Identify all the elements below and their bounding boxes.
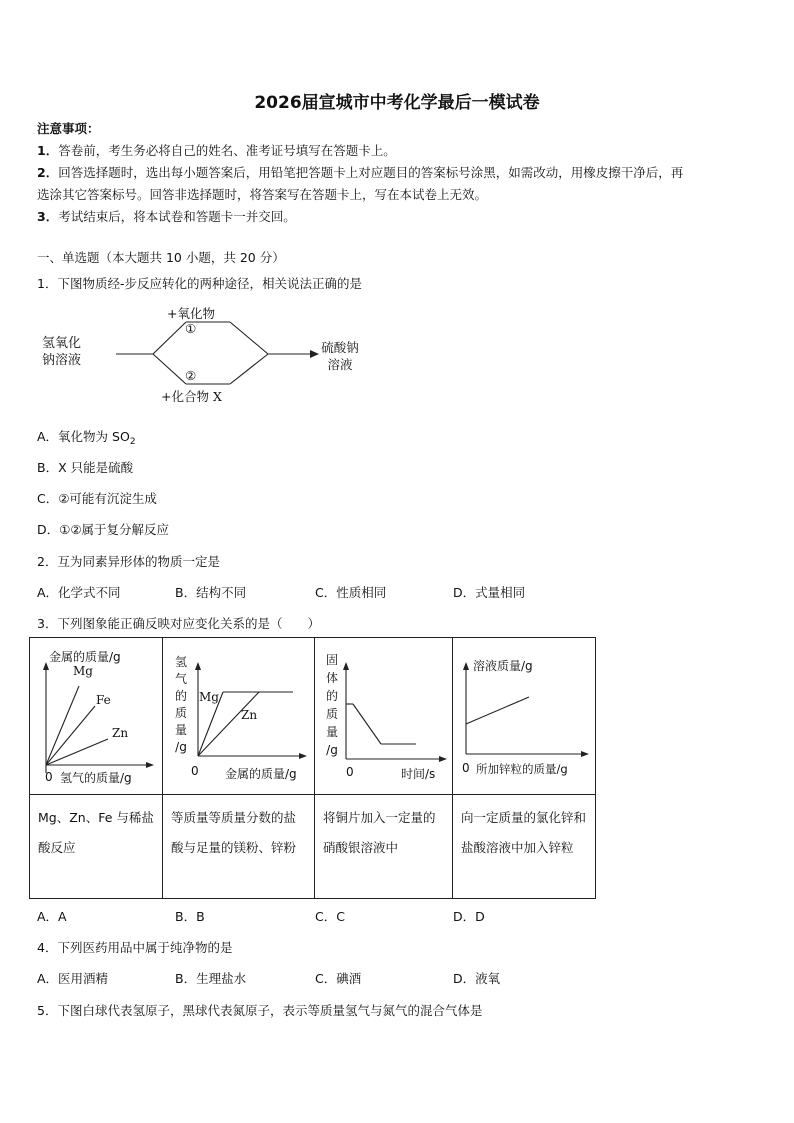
- q4-option-a[interactable]: A．医用酒精: [37, 971, 109, 986]
- notice-text: 选涂其它答案标号。回答非选择题时，将答案写在答题卡上，写在本试卷上无效。: [37, 187, 488, 202]
- page-title: 2026届宣城市中考化学最后一模试卷: [254, 93, 540, 113]
- notice-text: 答卷前，考生务必将自己的姓名、准考证号填写在答题卡上。: [58, 143, 396, 158]
- q2-option-d[interactable]: D．式量相同: [453, 585, 526, 600]
- ylabel-char: 氢: [174, 655, 187, 669]
- graph-a-ylabel: 金属的质量/g: [49, 650, 121, 664]
- option-text: A．氧化物为 SO: [37, 429, 130, 444]
- section-heading: 一、单选题（本大题共 10 小题，共 20 分）: [37, 250, 285, 265]
- end-line: 硫酸钠: [321, 340, 359, 355]
- q1-option-d[interactable]: D．①②属于复分解反应: [37, 522, 170, 537]
- graph-b-cell: [163, 638, 315, 795]
- graph-a-series-fe: Fe: [96, 693, 111, 707]
- q1-option-a[interactable]: [37, 427, 136, 445]
- path-1-number: ①: [185, 321, 197, 336]
- end-substance: [320, 339, 360, 373]
- graph-a-series-mg: Mg: [73, 664, 93, 678]
- end-line: 溶液: [327, 357, 353, 372]
- notice-num: 2．: [37, 165, 59, 180]
- graph-c-description: 将铜片加入一定量的硝酸银溶液中: [315, 795, 453, 899]
- q1-option-c[interactable]: C．②可能有沉淀生成: [37, 491, 157, 506]
- question-3-stem: 3．下列图象能正确反映对应变化关系的是（ ）: [37, 616, 320, 631]
- graph-a-xlabel: 氢气的质量/g: [60, 771, 132, 785]
- ylabel-char: 的: [174, 689, 187, 703]
- ylabel-char: 的: [325, 689, 338, 703]
- ylabel-char: 体: [325, 671, 338, 685]
- question-2-stem: 2．互为同素异形体的物质一定是: [37, 554, 220, 569]
- q2-option-c[interactable]: C．性质相同: [315, 585, 387, 600]
- notice-num: 3．: [37, 209, 59, 224]
- ylabel-char: 量: [174, 723, 187, 737]
- start-line: 氢氧化: [42, 336, 82, 351]
- q4-option-b[interactable]: B．生理盐水: [175, 971, 247, 986]
- ylabel-char: /g: [326, 743, 338, 757]
- q3-option-a[interactable]: A．A: [37, 909, 67, 924]
- q1-reaction-diagram: [30, 298, 370, 408]
- notice-item: [37, 141, 396, 159]
- graph-a-series-zn: Zn: [112, 726, 129, 740]
- lower-reagent: +化合物 X: [161, 389, 222, 404]
- q3-graph-table: [29, 637, 596, 899]
- question-1-stem: 1．下图物质经-步反应转化的两种途径，相关说法正确的是: [37, 276, 362, 291]
- graph-c-xlabel: 时间/s: [401, 767, 436, 781]
- graph-c-origin: 0: [346, 765, 354, 779]
- ylabel-char: /g: [175, 740, 187, 754]
- ylabel-char: 量: [325, 725, 338, 739]
- ylabel-char: 质: [325, 707, 338, 721]
- graph-b-series-mg: Mg: [199, 690, 219, 704]
- q2-option-a[interactable]: A．化学式不同: [37, 585, 121, 600]
- notice-num: 1．: [37, 143, 59, 158]
- graph-c-cell: [315, 638, 453, 795]
- notice-heading: 注意事项：: [37, 121, 100, 136]
- ylabel-char: 质: [174, 706, 187, 720]
- question-4-stem: 4．下列医药用品中属于纯净物的是: [37, 940, 233, 955]
- notice-text: 回答选择题时，选出每小题答案后，用铅笔把答题卡上对应题目的答案标号涂黑，如需改动，用橡皮擦干净后，再: [58, 165, 684, 180]
- q3-option-c[interactable]: C．C: [315, 909, 345, 924]
- graph-b-description: 等质量等质量分数的盐酸与足量的镁粉、锌粉: [163, 795, 315, 899]
- notice-item: [37, 185, 487, 203]
- ylabel-char: 气: [174, 672, 187, 686]
- notice-text: 考试结束后，将本试卷和答题卡一并交回。: [58, 209, 296, 224]
- graph-d-origin: 0: [462, 761, 470, 775]
- graph-a-origin: 0: [45, 770, 53, 784]
- graph-b-origin: 0: [191, 764, 199, 778]
- q2-option-b[interactable]: B．结构不同: [175, 585, 247, 600]
- notice-item: [37, 207, 296, 225]
- q3-option-d[interactable]: D．D: [453, 909, 485, 924]
- upper-reagent: +氧化物: [167, 306, 215, 321]
- path-2-number: ②: [185, 368, 197, 383]
- question-5-stem: 5．下图白球代表氢原子，黑球代表氮原子，表示等质量氢气与氮气的混合气体是: [37, 1003, 483, 1018]
- graph-b-series-zn: Zn: [241, 708, 258, 722]
- graph-d-ylabel: 溶液质量/g: [473, 659, 533, 673]
- q4-option-c[interactable]: C．碘酒: [315, 971, 362, 986]
- graph-a-cell: [30, 638, 163, 795]
- start-substance: [42, 335, 81, 369]
- graph-d-xlabel: 所加锌粒的质量/g: [476, 762, 568, 776]
- graph-d-cell: [453, 638, 596, 795]
- subscript: 2: [129, 437, 136, 447]
- q1-option-b[interactable]: B．X 只能是硫酸: [37, 460, 134, 475]
- q4-option-d[interactable]: D．液氧: [453, 971, 501, 986]
- ylabel-char: 固: [325, 653, 338, 667]
- notice-item: [37, 163, 683, 181]
- graph-d-description: 向一定质量的氯化锌和盐酸溶液中加入锌粒: [453, 795, 596, 899]
- start-line: 钠溶液: [42, 353, 82, 368]
- graph-b-xlabel: 金属的质量/g: [225, 767, 297, 781]
- graph-a-description: Mg、Zn、Fe 与稀盐酸反应: [30, 795, 163, 899]
- q3-option-b[interactable]: B．B: [175, 909, 205, 924]
